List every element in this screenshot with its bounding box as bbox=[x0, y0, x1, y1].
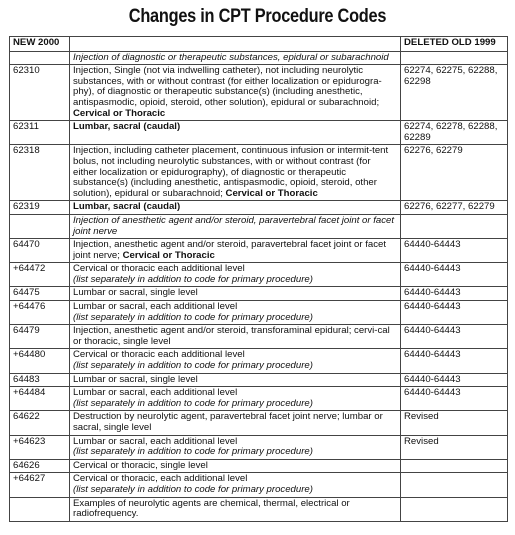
cell-deleted-codes: 64440-64443 bbox=[401, 263, 508, 287]
description-text: Lumbar or sacral, each additional level bbox=[73, 435, 238, 447]
cell-deleted-codes: 62276, 62277, 62279 bbox=[401, 201, 508, 215]
page-title: Changes in CPT Procedure Codes bbox=[128, 6, 387, 27]
cell-description bbox=[70, 51, 401, 65]
description-text: Lumbar or sacral, single level bbox=[73, 373, 198, 385]
cell-description bbox=[70, 65, 401, 121]
description-text: Lumbar or sacral, each additional level bbox=[73, 301, 238, 313]
cell-new-code: 62319 bbox=[10, 201, 70, 215]
cell-deleted-codes: 62274, 62278, 62288, 62289 bbox=[401, 121, 508, 145]
cell-new-code: 64483 bbox=[10, 373, 70, 387]
description-text: Destruction by neurolytic agent, paravertebral facet joint nerve; lumbar or sacral, single level bbox=[73, 411, 383, 433]
table-body bbox=[10, 51, 508, 521]
table-row bbox=[10, 411, 508, 435]
cell-deleted-codes: 64440-64443 bbox=[401, 287, 508, 301]
cell-new-code: 64622 bbox=[10, 411, 70, 435]
table-row bbox=[10, 65, 508, 121]
cell-description bbox=[70, 214, 401, 238]
cell-new-code: +64623 bbox=[10, 435, 70, 459]
description-note: (list separately in addition to code for primary procedure) bbox=[73, 360, 313, 372]
cell-description bbox=[70, 387, 401, 411]
cell-new-code bbox=[10, 51, 70, 65]
table-row bbox=[10, 325, 508, 349]
cell-deleted-codes: 64440-64443 bbox=[401, 373, 508, 387]
cell-new-code: 64475 bbox=[10, 287, 70, 301]
cell-description bbox=[70, 121, 401, 145]
cell-description bbox=[70, 239, 401, 263]
description-note: (list separately in addition to code for primary procedure) bbox=[73, 446, 313, 458]
cell-description bbox=[70, 373, 401, 387]
table-row bbox=[10, 387, 508, 411]
description-emphasis: Lumbar, sacral (caudal) bbox=[73, 121, 181, 133]
cell-deleted-codes: Revised bbox=[401, 411, 508, 435]
cell-description bbox=[70, 473, 401, 497]
description-text: Injection, Single (not via indwelling catheter), not including neurolytic substances, with or without contrast (for either localization or epidurogra-phy), of diagnostic or therapeutic substance(s) (including anesthetic, antispasmodic, opioid, steroid, other solution), epidural or subarachnoid; bbox=[73, 65, 382, 108]
cell-new-code: +64484 bbox=[10, 387, 70, 411]
description-text: Injection of diagnostic or therapeutic substances, epidural or subarachnoid bbox=[73, 51, 389, 63]
table-header-row bbox=[10, 37, 508, 52]
description-note: (list separately in addition to code for primary procedure) bbox=[73, 483, 313, 495]
description-emphasis: Cervical or Thoracic bbox=[122, 249, 215, 261]
cell-description bbox=[70, 287, 401, 301]
cell-deleted-codes: 62276, 62279 bbox=[401, 145, 508, 201]
cell-deleted-codes: 64440-64443 bbox=[401, 349, 508, 373]
description-text: Cervical or thoracic, each additional level bbox=[73, 473, 248, 485]
description-text: Cervical or thoracic each additional level bbox=[73, 349, 245, 361]
description-note: (list separately in addition to code for primary procedure) bbox=[73, 397, 313, 409]
description-text: Injection, including catheter placement, continuous infusion or intermit-tent bolus, not including neurolytic substances, with or without contrast (for either localization or epidurography), of diagnostic or therapeutic substance(s) (including anesthetic, antispasmodic, opioid, steroid, other solution), epidural or subarachnoid; bbox=[73, 145, 389, 199]
cell-deleted-codes bbox=[401, 473, 508, 497]
cell-new-code bbox=[10, 214, 70, 238]
table-row bbox=[10, 459, 508, 473]
description-text: Cervical or thoracic, single level bbox=[73, 459, 208, 471]
description-text: Examples of neurolytic agents are chemical, thermal, electrical or radiofrequency. bbox=[73, 497, 350, 520]
cell-new-code: +64472 bbox=[10, 263, 70, 287]
description-text: Lumbar or sacral, each additional level bbox=[73, 387, 238, 399]
cell-description bbox=[70, 263, 401, 287]
cell-new-code: +64480 bbox=[10, 349, 70, 373]
cell-new-code: 64479 bbox=[10, 325, 70, 349]
cell-description bbox=[70, 411, 401, 435]
cell-description bbox=[70, 325, 401, 349]
cell-new-code: 62311 bbox=[10, 121, 70, 145]
cell-deleted-codes bbox=[401, 51, 508, 65]
header-new-2000: NEW 2000 bbox=[10, 37, 70, 52]
cell-deleted-codes bbox=[401, 214, 508, 238]
cell-description bbox=[70, 145, 401, 201]
table-row bbox=[10, 214, 508, 238]
description-note: (list separately in addition to code for primary procedure) bbox=[73, 273, 313, 285]
cell-description bbox=[70, 497, 401, 521]
cpt-codes-table bbox=[9, 36, 508, 522]
table-row bbox=[10, 145, 508, 201]
description-text: Injection of anesthetic agent and/or steroid, paravertebral facet joint or facet joint nerve bbox=[73, 214, 395, 237]
description-text: Injection, anesthetic agent and/or steroid, paravertebral facet joint or facet joint nerve; bbox=[73, 239, 387, 261]
table-row bbox=[10, 473, 508, 497]
description-text: Lumbar or sacral, single level bbox=[73, 287, 198, 299]
cell-deleted-codes: 64440-64443 bbox=[401, 239, 508, 263]
cell-new-code: 64470 bbox=[10, 239, 70, 263]
table-row bbox=[10, 201, 508, 215]
cell-description bbox=[70, 435, 401, 459]
description-text: Injection, anesthetic agent and/or steroid, transforaminal epidural; cervi-cal or thoracic, single level bbox=[73, 325, 390, 347]
cell-new-code: +64476 bbox=[10, 301, 70, 325]
table-row bbox=[10, 373, 508, 387]
header-deleted-old-1999: DELETED OLD 1999 bbox=[401, 37, 508, 52]
cell-new-code: +64627 bbox=[10, 473, 70, 497]
cell-description bbox=[70, 459, 401, 473]
cell-deleted-codes bbox=[401, 459, 508, 473]
cell-new-code bbox=[10, 497, 70, 521]
cell-description bbox=[70, 349, 401, 373]
cell-deleted-codes: Revised bbox=[401, 435, 508, 459]
cell-deleted-codes: 64440-64443 bbox=[401, 325, 508, 349]
cell-new-code: 62318 bbox=[10, 145, 70, 201]
table-row bbox=[10, 263, 508, 287]
description-emphasis: Cervical or Thoracic bbox=[225, 187, 318, 199]
table-row bbox=[10, 239, 508, 263]
table-row bbox=[10, 287, 508, 301]
cell-new-code: 62310 bbox=[10, 65, 70, 121]
table-row bbox=[10, 301, 508, 325]
cell-new-code: 64626 bbox=[10, 459, 70, 473]
table-row bbox=[10, 51, 508, 65]
description-emphasis: Lumbar, sacral (caudal) bbox=[73, 201, 181, 213]
description-note: (list separately in addition to code for primary procedure) bbox=[73, 311, 313, 323]
header-description bbox=[70, 37, 401, 52]
cell-description bbox=[70, 201, 401, 215]
table-row bbox=[10, 121, 508, 145]
cell-deleted-codes: 64440-64443 bbox=[401, 301, 508, 325]
description-emphasis: Cervical or Thoracic bbox=[73, 107, 166, 119]
description-text: Cervical or thoracic each additional level bbox=[73, 263, 245, 275]
cell-description bbox=[70, 301, 401, 325]
cell-deleted-codes: 64440-64443 bbox=[401, 387, 508, 411]
table-row bbox=[10, 497, 508, 521]
table-row bbox=[10, 349, 508, 373]
cell-deleted-codes bbox=[401, 497, 508, 521]
table-row bbox=[10, 435, 508, 459]
cell-deleted-codes: 62274, 62275, 62288, 62298 bbox=[401, 65, 508, 121]
